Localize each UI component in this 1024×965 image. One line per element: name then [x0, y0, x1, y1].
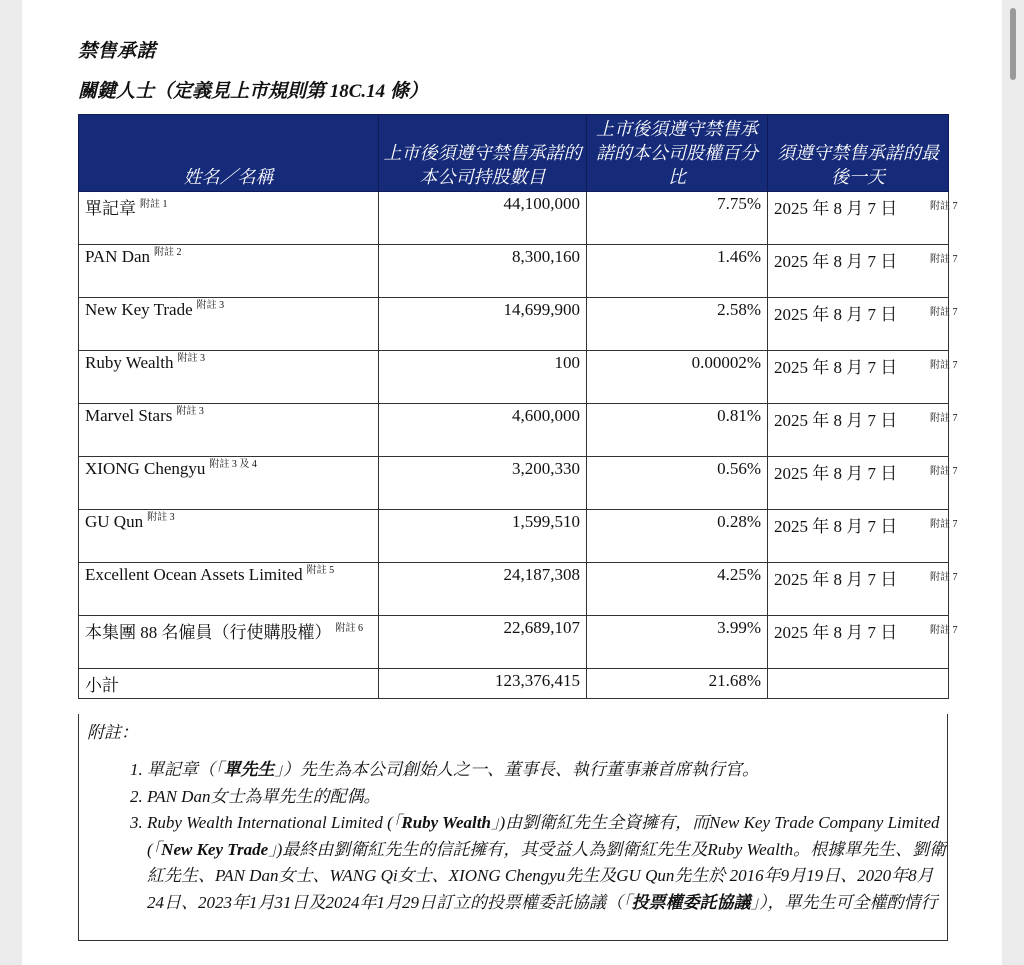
- date-note: 附註 7: [930, 625, 958, 636]
- date-note: 附註 7: [930, 466, 958, 477]
- holder-percent: 1.46%: [587, 245, 768, 298]
- scrollbar-thumb[interactable]: [1010, 8, 1016, 80]
- holder-note: 附註 3: [176, 406, 204, 418]
- note-text: 」）先生為本公司創始人之一、董事長、執行董事兼首席執行官。: [274, 760, 759, 779]
- date-text: 2025 年 8 月 7 日: [774, 517, 898, 536]
- holder-last-day: [768, 563, 958, 616]
- holder-name-text: 單記章: [85, 199, 136, 218]
- date-text: 2025 年 8 月 7 日: [774, 623, 898, 642]
- notes-title: 附註：: [87, 723, 138, 742]
- note-item-2: [147, 784, 947, 811]
- date-note: 附註 7: [930, 519, 958, 530]
- date-note: 附註 7: [930, 254, 958, 265]
- date-note: 附註 7: [930, 360, 958, 371]
- header-percent: 上市後須遵守禁售承諾的本公司股權百分比: [587, 115, 768, 192]
- date-text: 2025 年 8 月 7 日: [774, 358, 898, 377]
- date-text: 2025 年 8 月 7 日: [774, 199, 898, 218]
- document-page: [22, 0, 1002, 965]
- holder-note: 附註 2: [154, 247, 182, 259]
- holder-shares: 22,689,107: [379, 616, 587, 669]
- date-text: 2025 年 8 月 7 日: [774, 464, 898, 483]
- holder-name-text: XIONG Chengyu: [85, 459, 206, 478]
- holder-last-day: [768, 245, 958, 298]
- note-item-3: [147, 810, 947, 916]
- table-row: [79, 245, 949, 298]
- subtotal-empty: [768, 669, 949, 699]
- holder-last-day: [768, 457, 958, 510]
- holder-name-text: Excellent Ocean Assets Limited: [85, 565, 303, 584]
- holder-note: 附註 3: [147, 512, 175, 524]
- holder-last-day: [768, 298, 958, 351]
- note-text: Ruby Wealth International Limited (「: [147, 813, 402, 832]
- holder-last-day: [768, 510, 958, 563]
- subtotal-percent: 21.68%: [587, 669, 768, 699]
- notes-list: [79, 757, 947, 916]
- holder-shares: 14,699,900: [379, 298, 587, 351]
- header-last-day: 須遵守禁售承諾的最後一天: [768, 115, 949, 192]
- holder-shares: 8,300,160: [379, 245, 587, 298]
- holder-percent: 3.99%: [587, 616, 768, 669]
- holder-last-day: [768, 616, 958, 669]
- holder-name: [79, 510, 379, 563]
- holder-name-text: New Key Trade: [85, 300, 193, 319]
- date-text: 2025 年 8 月 7 日: [774, 305, 898, 324]
- note-text: 」)由劉衛紅先生全資擁有，而New Key Trade Company Limited (「: [147, 813, 940, 859]
- note-defined-term: Ruby Wealth: [401, 813, 491, 832]
- holder-name: [79, 616, 379, 669]
- holder-shares: 24,187,308: [379, 563, 587, 616]
- subtotal-label: 小計: [79, 669, 379, 699]
- holder-note: 附註 3 及 4: [209, 459, 257, 471]
- date-text: 2025 年 8 月 7 日: [774, 411, 898, 430]
- date-note: 附註 7: [930, 572, 958, 583]
- holder-note: 附註 3: [196, 300, 225, 312]
- holder-name: [79, 351, 379, 404]
- holder-shares: 100: [379, 351, 587, 404]
- date-text: 2025 年 8 月 7 日: [774, 252, 898, 271]
- holder-name-text: Ruby Wealth: [85, 353, 174, 372]
- holder-name-text: 本集團 88 名僱員（行使購股權）: [85, 623, 332, 642]
- note-defined-term: 單先生: [223, 760, 275, 779]
- note-defined-term: New Key Trade: [161, 839, 269, 859]
- notes-box: [78, 714, 948, 941]
- holder-last-day: [768, 192, 958, 245]
- section-subheading: 關鍵人士（定義見上市規則第 18C.14 條）: [78, 81, 428, 102]
- header-shares: 上市後須遵守禁售承諾的本公司持股數目: [379, 115, 587, 192]
- subtotal-row: [79, 669, 949, 699]
- date-note: 附註 7: [930, 201, 958, 212]
- holder-note: 附註 3: [177, 353, 206, 365]
- holder-percent: 0.00002%: [587, 351, 768, 404]
- holder-last-day: [768, 404, 958, 457]
- table-row: [79, 298, 949, 351]
- table-row: [79, 510, 949, 563]
- holder-name: [79, 245, 379, 298]
- date-note: 附註 7: [930, 413, 958, 424]
- note-defined-term: 投票權委託協議: [631, 892, 751, 912]
- table-row: [79, 351, 949, 404]
- holder-percent: 0.28%: [587, 510, 768, 563]
- holder-last-day: [768, 351, 958, 404]
- holder-shares: 1,599,510: [379, 510, 587, 563]
- holder-percent: 0.81%: [587, 404, 768, 457]
- holder-shares: 44,100,000: [379, 192, 587, 245]
- holder-note: 附註 5: [306, 565, 335, 577]
- holder-percent: 4.25%: [587, 563, 768, 616]
- holder-note: 附註 1: [140, 199, 168, 211]
- holder-name-text: GU Qun: [85, 512, 144, 531]
- date-note: 附註 7: [930, 307, 958, 318]
- holder-shares: 3,200,330: [379, 457, 587, 510]
- table-header-row: [79, 115, 949, 192]
- holder-name: [79, 192, 379, 245]
- table-row: [79, 457, 949, 510]
- header-name: 姓名／名稱: [79, 115, 379, 192]
- holder-name: [79, 563, 379, 616]
- lockup-table: [78, 114, 958, 699]
- date-text: 2025 年 8 月 7 日: [774, 570, 898, 589]
- note-text: 」），單先生可全權酌情行: [750, 892, 938, 912]
- holder-name: [79, 457, 379, 510]
- note-text: 單記章（「: [147, 760, 224, 779]
- subtotal-shares: 123,376,415: [379, 669, 587, 699]
- table-row: [79, 616, 949, 669]
- holder-name: [79, 298, 379, 351]
- note-text: PAN Dan女士為單先生的配偶。: [147, 786, 381, 806]
- holder-percent: 7.75%: [587, 192, 768, 245]
- holder-name: [79, 404, 379, 457]
- holder-name-text: Marvel Stars: [85, 406, 173, 425]
- holder-note: 附註 6: [335, 623, 363, 635]
- holder-name-text: PAN Dan: [85, 247, 151, 266]
- section-heading: 禁售承諾: [78, 41, 157, 62]
- holder-shares: 4,600,000: [379, 404, 587, 457]
- note-item-1: [147, 757, 947, 784]
- table-row: [79, 563, 949, 616]
- note-text: 」)最終由劉衛紅先生的信託擁有，其受益人為劉衛紅先生及Ruby Wealth。根據單先生、劉衛紅先生、PAN Dan女士、WANG Qi女士、XIONG Chengyu先生及GU Qun先生於 2016年9月19日、2020年8月24日、2023年1月31日及2024年1月29日訂立的投票權委託協議（「: [147, 839, 947, 912]
- table-row: [79, 192, 949, 245]
- table-row: [79, 404, 949, 457]
- holder-percent: 0.56%: [587, 457, 768, 510]
- holder-percent: 2.58%: [587, 298, 768, 351]
